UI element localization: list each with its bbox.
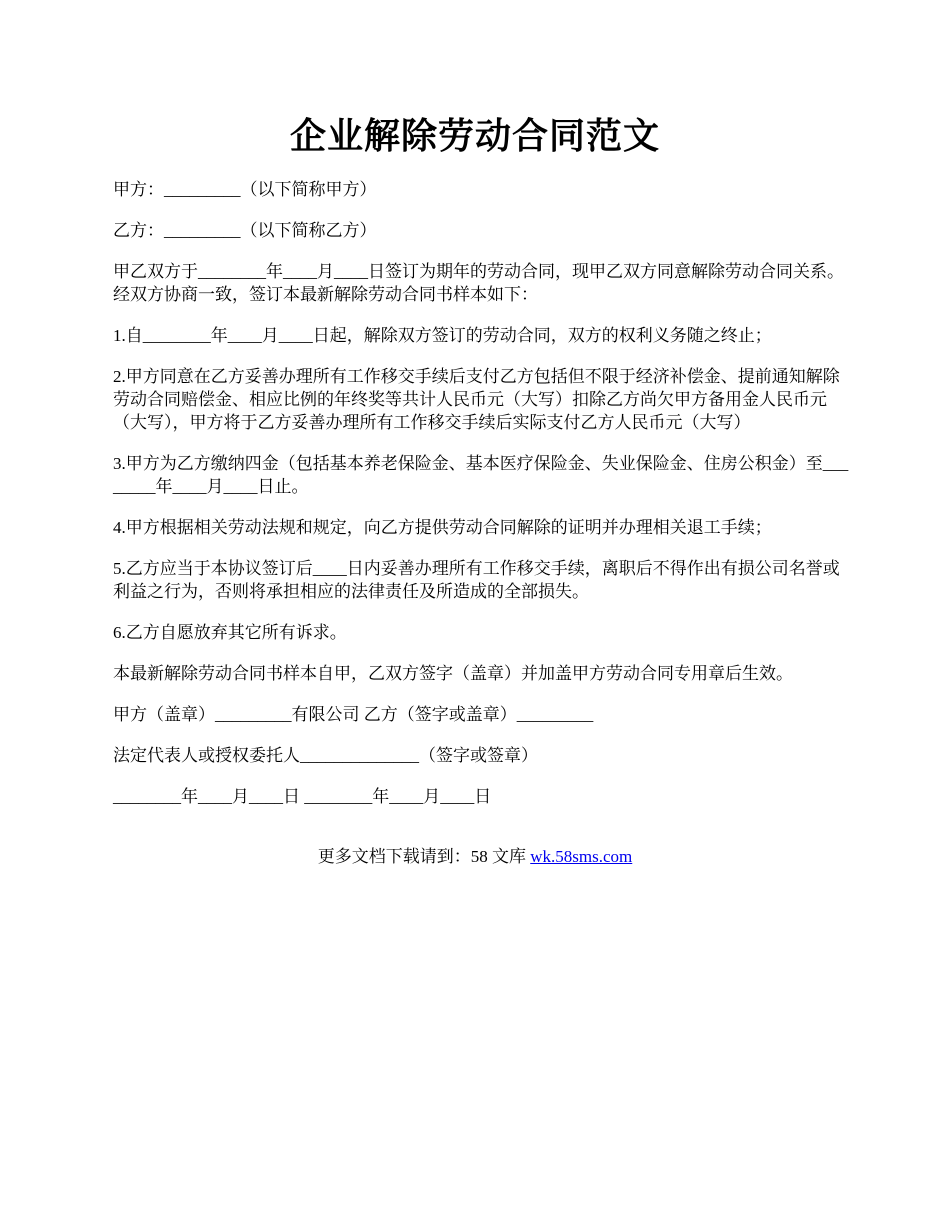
footer-link[interactable]: wk.58sms.com [530, 847, 633, 866]
clause-5: 5.乙方应当于本协议签订后____日内妥善办理所有工作移交手续，离职后不得作出有损公司名誉或利益之行为，否则将承担相应的法律责任及所造成的全部损失。 [113, 559, 840, 601]
document-title: 企业解除劳动合同范文 [289, 116, 660, 156]
representative-line: 法定代表人或授权委托人______________（签字或签章） [113, 746, 538, 765]
party-b-line: 乙方：_________（以下简称乙方） [113, 221, 377, 240]
document-body [113, 178, 853, 826]
clause-3: 3.甲方为乙方缴纳四金（包括基本养老保险金、基本医疗保险金、失业保险金、住房公积金）至________年____月____日止。 [113, 454, 849, 496]
clause-1: 1.自________年____月____日起，解除双方签订的劳动合同，双方的权利义务随之终止； [113, 326, 772, 345]
signature-line: 甲方（盖章）_________有限公司 乙方（签字或盖章）_________ [113, 705, 594, 724]
party-a-line: 甲方：_________（以下简称甲方） [113, 180, 377, 199]
effective-clause: 本最新解除劳动合同书样本自甲，乙双方签字（盖章）并加盖甲方劳动合同专用章后生效。 [113, 664, 793, 683]
clause-4: 4.甲方根据相关劳动法规和规定，向乙方提供劳动合同解除的证明并办理相关退工手续； [113, 518, 772, 537]
clause-6: 6.乙方自愿放弃其它所有诉求。 [113, 623, 347, 642]
download-footer [0, 845, 950, 868]
footer-text: 更多文档下载请到：58 文库 [317, 847, 531, 866]
clause-2: 2.甲方同意在乙方妥善办理所有工作移交手续后支付乙方包括但不限于经济补偿金、提前通知解除劳动合同赔偿金、相应比例的年终奖等共计人民币元（大写）扣除乙方尚欠甲方备用金人民币元（大写），甲方将于乙方妥善办理所有工作移交手续后实际支付乙方人民币元（大写） [113, 367, 840, 432]
date-line: ________年____月____日 ________年____月____日 [113, 787, 492, 806]
intro-paragraph: 甲乙双方于________年____月____日签订为期年的劳动合同，现甲乙双方同意解除劳动合同关系。经双方协商一致，签订本最新解除劳动合同书样本如下： [113, 262, 844, 304]
